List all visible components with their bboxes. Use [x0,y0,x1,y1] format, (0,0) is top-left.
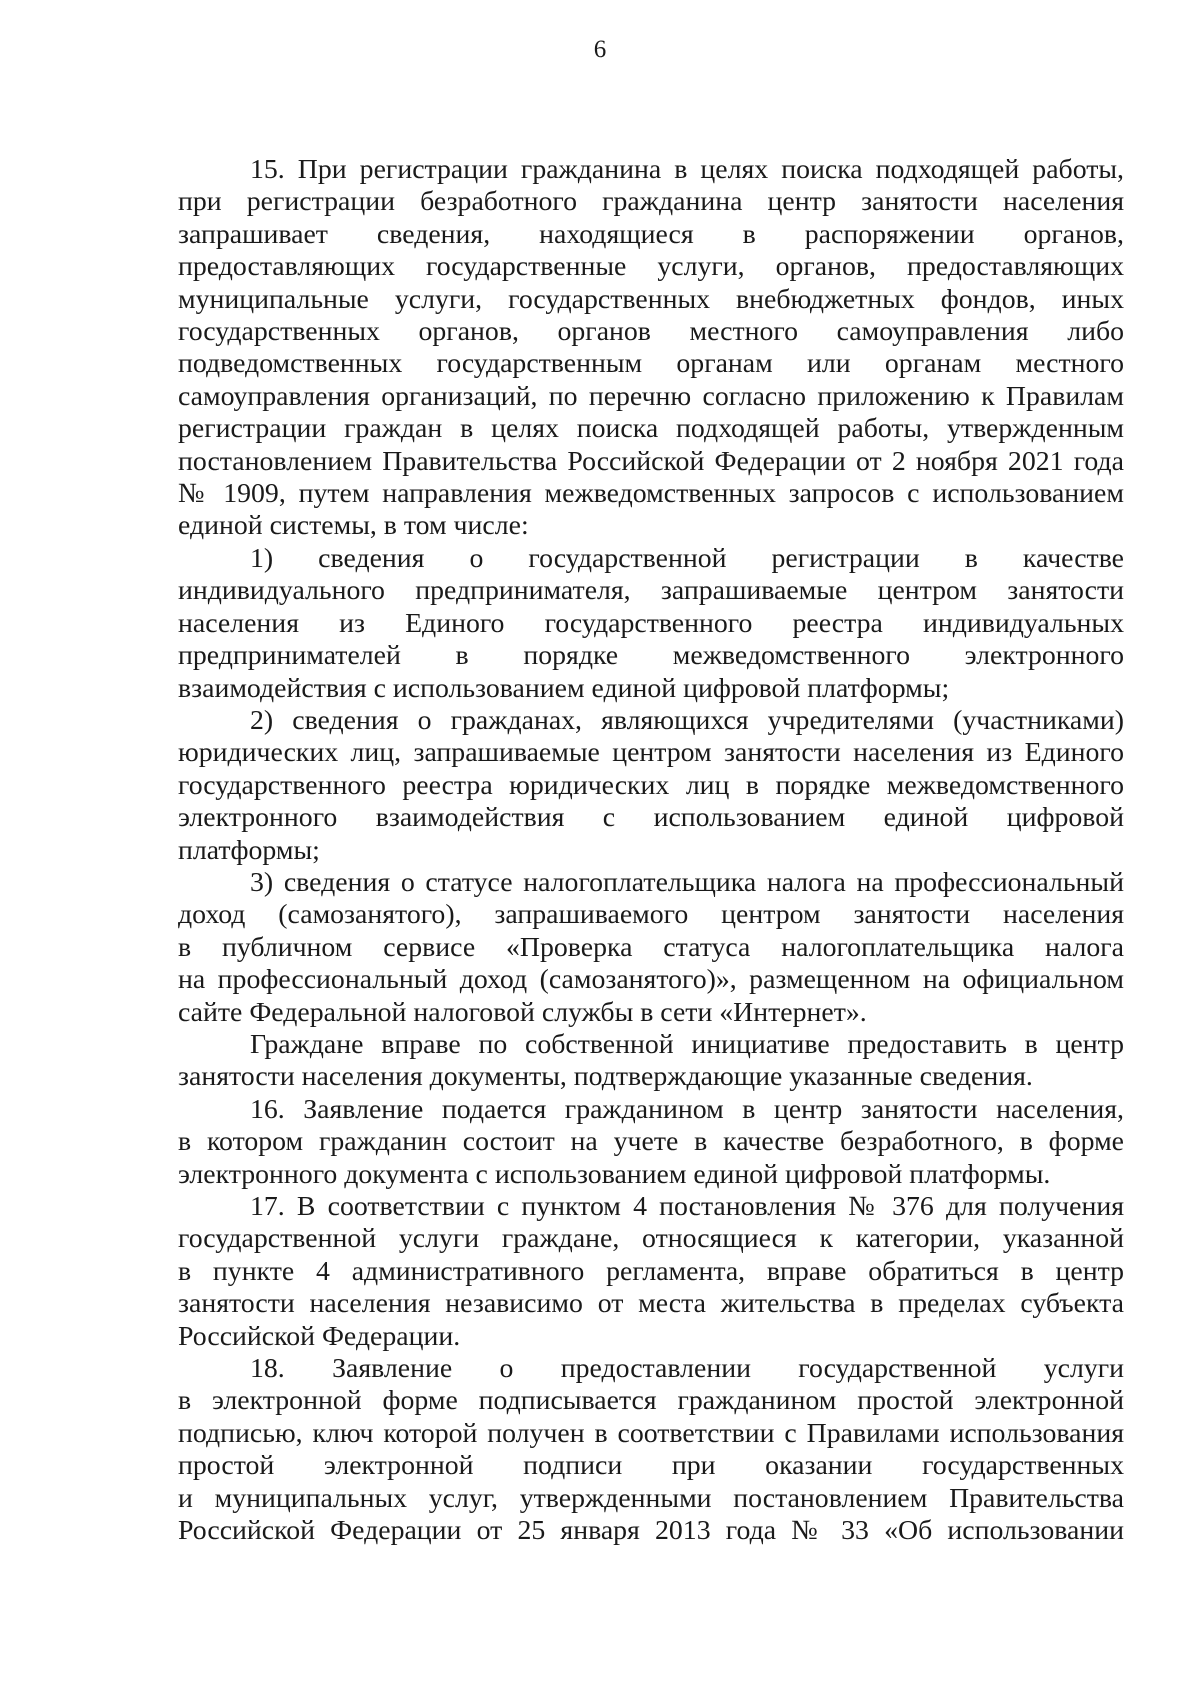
text-line: в пункте 4 административного регламента, вправе обратиться в центр [178,1255,1124,1287]
text-line: простой электронной подписи при оказании государственных [178,1450,1124,1482]
document-body [178,154,1124,1547]
text-line: взаимодействия с использованием единой цифровой платформы; [178,672,950,704]
text-line: 3) сведения о статусе налогоплательщика налога на профессиональный [250,866,1124,898]
text-line: в электронной форме подписывается гражданином простой электронной [178,1385,1124,1417]
text-line: единой системы, в том числе: [178,510,529,542]
text-line: подписью, ключ которой получен в соответствии с Правилами использования [178,1417,1124,1449]
text-line: запрашивает сведения, находящиеся в распоряжении органов, [178,218,1124,250]
text-line: Российской Федерации от 25 января 2013 года № 33 «Об использовании [178,1515,1124,1547]
text-line: муниципальные услуги, государственных внебюджетных фондов, иных [178,283,1124,315]
text-line: постановлением Правительства Российской Федерации от 2 ноября 2021 года [178,445,1124,477]
text-line: занятости населения документы, подтверждающие указанные сведения. [178,1061,1033,1093]
text-line: 1) сведения о государственной регистрации в качестве [250,542,1124,574]
text-line: сайте Федеральной налоговой службы в сети «Интернет». [178,996,867,1028]
text-line: № 1909, путем направления межведомственных запросов с использованием [178,478,1124,510]
text-line: 16. Заявление подается гражданином в центр занятости населения, [250,1093,1124,1125]
text-line: электронного документа с использованием единой цифровой платформы. [178,1158,1051,1190]
text-line: при регистрации безработного гражданина центр занятости населения [178,186,1124,218]
text-line: 17. В соответствии с пунктом 4 постановления № 376 для получения [250,1191,1124,1222]
text-line: государственной услуги граждане, относящиеся к категории, указанной [178,1223,1124,1255]
text-line: подведомственных государственным органам или органам местного [178,348,1124,380]
text-line: 2) сведения о гражданах, являющихся учредителями (участниками) [250,704,1124,736]
text-line: государственного реестра юридических лиц в порядке межведомственного [178,769,1124,801]
text-line: электронного взаимодействия с использованием единой цифровой [178,802,1124,834]
text-line: предпринимателей в порядке межведомственного электронного [178,640,1124,672]
text-line: самоуправления организаций, по перечню согласно приложению к Правилам [178,380,1124,412]
text-line: регистрации граждан в целях поиска подходящей работы, утвержденным [178,413,1124,445]
text-line: на профессиональный доход (самозанятого)», размещенном на официальном [178,964,1124,996]
text-line: занятости населения независимо от места жительства в пределах субъекта [178,1288,1124,1320]
text-line: юридических лиц, запрашиваемые центром занятости населения из Единого [178,737,1124,769]
text-line: в котором гражданин состоит на учете в качестве безработного, в форме [178,1126,1124,1158]
text-line: доход (самозанятого), запрашиваемого центром занятости населения [178,899,1124,931]
text-line: индивидуального предпринимателя, запрашиваемые центром занятости [178,575,1124,607]
text-line: платформы; [178,834,320,866]
text-line: населения из Единого государственного реестра индивидуальных [178,607,1124,639]
text-line: Российской Федерации. [178,1320,461,1352]
text-line: предоставляющих государственные услуги, органов, предоставляющих [178,251,1124,283]
page-number: 6 [593,36,607,63]
text-line: 15. При регистрации гражданина в целях поиска подходящей работы, [250,154,1124,185]
text-line: и муниципальных услуг, утвержденными постановлением Правительства [178,1482,1124,1514]
text-line: Граждане вправе по собственной инициативе предоставить в центр [250,1028,1124,1060]
text-line: 18. Заявление о предоставлении государственной услуги [250,1353,1124,1385]
text-line: в публичном сервисе «Проверка статуса налогоплательщика налога [178,931,1124,963]
text-line: государственных органов, органов местного самоуправления либо [178,316,1124,348]
